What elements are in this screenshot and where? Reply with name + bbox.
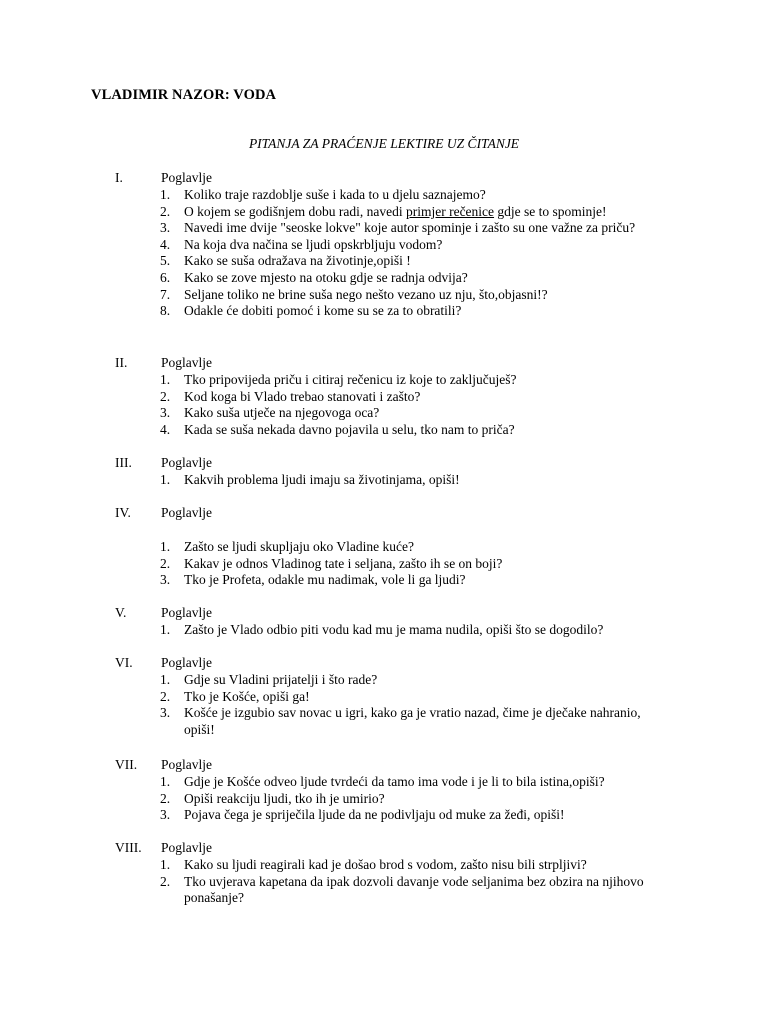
question-text: Pojava čega je spriječila ljude da ne podivljaju od muke za žeđi, opiši! <box>184 807 565 823</box>
question-list <box>0 187 768 320</box>
question-text <box>184 204 674 221</box>
question-list <box>0 472 768 489</box>
chapter-label: Poglavlje <box>161 655 212 670</box>
question-number: 2. <box>160 790 171 806</box>
question-number: 1. <box>160 539 171 554</box>
chapter-label: Poglavlje <box>161 455 212 470</box>
question-text: Navedi ime dvije "seoske lokve" koje autor spominje i zašto su one važne za priču? <box>184 220 636 236</box>
question-number: 3. <box>160 220 171 236</box>
question-number: 1. <box>160 372 171 387</box>
question-number: 7. <box>160 286 171 302</box>
question-number: 4. <box>160 421 171 437</box>
question-text: Gdje su Vladini prijatelji i što rade? <box>184 672 378 687</box>
chapter-numeral: III. <box>115 455 132 470</box>
question-item <box>0 422 768 439</box>
question-item <box>0 253 768 270</box>
chapter-numeral: VII. <box>115 757 138 772</box>
question-text: Kako se zove mjesto na otoku gdje se radnja odvija? <box>184 269 468 285</box>
question-text: Kako se suša odražava na životinje,opiši ! <box>184 253 411 269</box>
question-item <box>0 303 768 320</box>
question-text: Košće je izgubio sav novac u igri, kako ga je vratio nazad, čime je dječake nahranio, opiši! <box>184 705 641 737</box>
chapter-label: Poglavlje <box>161 170 212 185</box>
question-text-part: O kojem se godišnjem dobu radi, navedi <box>184 203 406 219</box>
question-item <box>0 672 768 689</box>
question-number: 1. <box>160 622 171 637</box>
chapter-numeral: II. <box>115 355 128 370</box>
question-item <box>0 539 768 556</box>
question-number: 1. <box>160 472 171 487</box>
question-text: Kako su ljudi reagirali kad je došao brod s vodom, zašto nisu bili strpljivi? <box>184 857 587 872</box>
question-item <box>0 204 768 221</box>
question-list <box>0 622 768 639</box>
question-text: Tko pripovijeda priču i citiraj rečenicu iz koje to zaključuješ? <box>184 372 517 387</box>
chapter-numeral: V. <box>115 605 127 620</box>
question-number: 3. <box>160 405 171 421</box>
question-text: Kada se suša nekada davno pojavila u selu, tko nam to priča? <box>184 421 515 437</box>
chapter-label: Poglavlje <box>161 355 212 370</box>
question-text: Odakle će dobiti pomoć i kome su se za to obratili? <box>184 303 462 319</box>
question-item <box>0 237 768 254</box>
document-title: VLADIMIR NAZOR: VODA <box>91 87 277 103</box>
question-text: Na koja dva načina se ljudi opskrbljuju vodom? <box>184 236 443 252</box>
question-item <box>0 705 768 738</box>
question-number: 3. <box>160 807 171 823</box>
question-item <box>0 270 768 287</box>
question-list <box>0 672 768 738</box>
chapter-numeral: I. <box>115 170 123 185</box>
question-text: Seljane toliko ne brine suša nego nešto vezano uz nju, što,objasni!? <box>184 286 548 302</box>
question-item <box>0 556 768 573</box>
question-text: Tko je Košće, opiši ga! <box>184 688 310 704</box>
question-number: 1. <box>160 187 171 202</box>
question-list <box>0 372 768 438</box>
question-number: 6. <box>160 269 171 285</box>
question-number: 3. <box>160 705 171 721</box>
chapter-label: Poglavlje <box>161 505 212 520</box>
question-item <box>0 689 768 706</box>
question-item <box>0 372 768 389</box>
question-number: 2. <box>160 555 171 571</box>
question-text: Zašto je Vlado odbio piti vodu kad mu je mama nudila, opiši što se dogodilo? <box>184 622 604 637</box>
question-number: 1. <box>160 857 171 872</box>
question-number: 1. <box>160 774 171 789</box>
question-list <box>0 774 768 824</box>
question-number: 1. <box>160 672 171 687</box>
question-text: Kakvih problema ljudi imaju sa životinjama, opiši! <box>184 472 460 487</box>
question-number: 2. <box>160 688 171 704</box>
question-text: Tko uvjerava kapetana da ipak dozvoli davanje vode seljanima bez obzira na njihovo ponašanje? <box>184 873 644 906</box>
question-text: Zašto se ljudi skupljaju oko Vladine kuće? <box>184 539 414 554</box>
chapter-label: Poglavlje <box>161 605 212 620</box>
question-text: Tko je Profeta, odakle mu nadimak, vole li ga ljudi? <box>184 572 466 588</box>
question-number: 5. <box>160 253 171 269</box>
question-item <box>0 220 768 237</box>
question-number: 8. <box>160 303 171 319</box>
question-text-part: gdje se to spominje! <box>494 203 607 219</box>
question-item <box>0 791 768 808</box>
question-item <box>0 287 768 304</box>
question-text: Kakav je odnos Vladinog tate i seljana, zašto ih se on boji? <box>184 555 503 571</box>
question-item <box>0 572 768 589</box>
question-list <box>0 539 768 589</box>
question-text: Kod koga bi Vlado trebao stanovati i zašto? <box>184 388 421 404</box>
question-number: 4. <box>160 236 171 252</box>
question-item <box>0 874 768 907</box>
question-number: 2. <box>160 203 171 219</box>
question-item <box>0 622 768 639</box>
question-item <box>0 472 768 489</box>
question-number: 3. <box>160 572 171 588</box>
chapter-numeral: IV. <box>115 505 131 520</box>
question-item <box>0 389 768 406</box>
question-text: Koliko traje razdoblje suše i kada to u djelu saznajemo? <box>184 187 486 202</box>
question-list <box>0 857 768 907</box>
question-text: Gdje je Košće odveo ljude tvrdeći da tamo ima vode i je li to bila istina,opiši? <box>184 774 605 789</box>
question-number: 2. <box>160 873 171 889</box>
question-item <box>0 405 768 422</box>
chapter-label: Poglavlje <box>161 840 212 855</box>
underlined-text: primjer rečenice <box>405 203 495 219</box>
question-text: Opiši reakciju ljudi, tko ih je umirio? <box>184 790 385 806</box>
question-item <box>0 187 768 204</box>
question-number: 2. <box>160 388 171 404</box>
chapter-numeral: VIII. <box>115 840 142 855</box>
question-item <box>0 774 768 791</box>
chapter-numeral: VI. <box>115 655 133 670</box>
question-item <box>0 857 768 874</box>
question-text: Kako suša utječe na njegovoga oca? <box>184 405 380 421</box>
question-item <box>0 807 768 824</box>
chapter-label: Poglavlje <box>161 757 212 772</box>
document-subtitle: PITANJA ZA PRAĆENJE LEKTIRE UZ ČITANJE <box>248 136 520 151</box>
